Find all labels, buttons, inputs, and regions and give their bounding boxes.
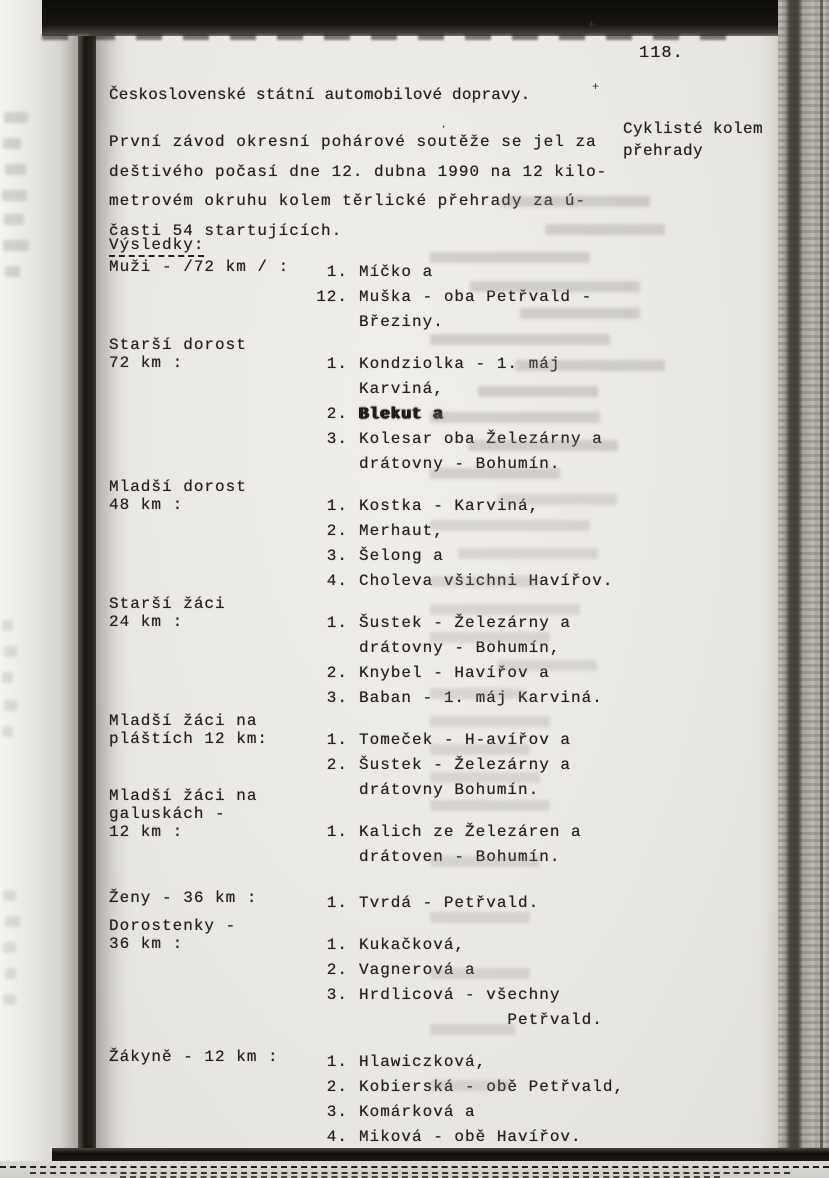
entry-list: [314, 728, 749, 803]
entry-list: [314, 260, 749, 335]
ghost-text-fragment: [545, 224, 665, 235]
entry-text: Březiny.: [359, 313, 444, 331]
ghost-text-fragment: [3, 240, 29, 251]
entry-line: [314, 958, 749, 983]
entry-number: 2.: [326, 664, 348, 682]
entry-text: Šustek - Železárny a: [359, 756, 572, 774]
entry-number: 1.: [326, 497, 348, 515]
entry-number: [314, 636, 348, 661]
ghost-text-fragment: [4, 646, 17, 657]
entry-number: 1.: [326, 355, 348, 373]
entry-list: [314, 891, 749, 916]
scan-streak: [30, 1172, 790, 1174]
entry-number: 3.: [326, 689, 348, 707]
category-label: [109, 712, 314, 787]
ghost-text-fragment: [430, 632, 550, 643]
entry-text: Baban - 1. máj Karviná.: [359, 689, 603, 707]
ghost-text-fragment: [2, 672, 13, 683]
entry-text: Karviná,: [359, 380, 444, 398]
category-label: [109, 787, 314, 841]
entry-list: [314, 1050, 749, 1150]
ghost-text-fragment: [430, 912, 530, 923]
entry-line: [314, 728, 749, 753]
entry-text: Tomeček - H-avířov a: [359, 731, 572, 749]
category-line: 48 km :: [109, 496, 184, 514]
category-line: Starší žáci: [109, 595, 226, 613]
entry-number: 1.: [326, 823, 348, 841]
results-block: [109, 236, 749, 1150]
category-line: Dorostenky -: [109, 917, 237, 935]
category-label: [109, 258, 314, 333]
results-section: [109, 1050, 749, 1150]
intro-line: metrovém okruhu kolem těrlické přehrady za ú-: [109, 192, 587, 210]
category-line: Žákyně - 12 km :: [109, 1048, 279, 1066]
entry-number: 2.: [326, 522, 348, 540]
entry-text: Knybel - Havířov a: [359, 664, 550, 682]
entry-text: Míčko a: [359, 263, 434, 281]
entry-number: 1.: [326, 936, 348, 954]
scan-top-band: [42, 0, 804, 36]
entry-number: 2.: [326, 756, 348, 774]
entry-text: Choleva všichni Havířov.: [359, 572, 614, 590]
ghost-text-fragment: [5, 164, 26, 175]
entry-number: [314, 310, 348, 335]
entry-text: Muška - oba Petřvald -: [359, 288, 593, 306]
entry-number: [314, 452, 348, 477]
ghost-text-fragment: [515, 360, 665, 371]
category-line: Muži - /72 km / :: [109, 258, 290, 276]
entry-number: 1.: [326, 263, 348, 281]
ghost-text-fragment: [430, 412, 600, 423]
ghost-text-fragment: [2, 726, 13, 737]
ghost-text-fragment: [478, 386, 598, 397]
entry-line: [314, 933, 749, 958]
scan-bottom-band: [52, 1148, 829, 1161]
entry-line: [314, 820, 749, 845]
ghost-text-fragment: [4, 700, 17, 711]
intro-line: deštivého počasí dne 12. dubna 1990 na 12 kilo-: [109, 162, 608, 181]
entry-line: [314, 891, 749, 916]
ghost-text-fragment: [430, 468, 560, 479]
ghost-text-fragment: [500, 196, 650, 207]
intro-paragraph: [109, 128, 607, 246]
ghost-text-fragment: [470, 281, 640, 292]
ghost-text-fragment: [430, 800, 550, 811]
ghost-text-fragment: [497, 494, 617, 505]
ghost-text-fragment: [430, 688, 525, 699]
entry-number: 2.: [326, 405, 348, 423]
ghost-text-fragment: [430, 576, 540, 587]
results-label: Výsledky:: [109, 236, 749, 254]
ghost-text-fragment: [2, 620, 13, 631]
ghost-text-fragment: [497, 660, 597, 671]
chronicle-page: [96, 0, 778, 1178]
entry-list: [314, 933, 749, 1033]
entry-text: Kostka - Karviná,: [359, 497, 540, 515]
entry-line: [314, 983, 749, 1008]
results-list: [109, 260, 749, 1150]
ghost-text-fragment: [430, 334, 610, 345]
results-section: [109, 917, 749, 1033]
scan-mark: ·: [440, 120, 448, 134]
category-line: pláštích 12 km:: [109, 730, 269, 748]
ghost-text-fragment: [3, 138, 21, 149]
category-label: [109, 889, 314, 914]
ghost-text-fragment: [4, 112, 28, 123]
ghost-text-fragment: [430, 968, 530, 979]
book-gutter-shadow: [78, 0, 98, 1178]
page-heading: Československé státní automobilové dopravy.: [109, 86, 531, 104]
results-section: [109, 478, 749, 594]
entry-number: 3.: [326, 430, 348, 448]
category-line: Mladší žáci na: [109, 787, 258, 805]
entry-text: drátovny Bohumín.: [359, 781, 540, 799]
entry-number: 2.: [326, 961, 348, 979]
entry-number: [314, 845, 348, 870]
entry-number: 3.: [326, 1103, 348, 1121]
scan-streak: [0, 1166, 829, 1168]
entry-number: 1.: [326, 1053, 348, 1071]
category-label: [109, 478, 314, 578]
ghost-text-fragment: [5, 916, 20, 927]
entry-text: drátoven - Bohumín.: [359, 848, 561, 866]
entry-number: 3.: [326, 547, 348, 565]
category-label: [109, 595, 314, 695]
entry-text: Hrdlicová - všechny: [359, 986, 561, 1004]
entry-number: 4.: [326, 1128, 348, 1146]
scan-mark: +: [588, 18, 596, 32]
entry-number: 3.: [326, 986, 348, 1004]
entry-number: 12.: [316, 288, 348, 306]
entry-text: Kondziolka - 1. máj: [359, 355, 561, 373]
ghost-text-fragment: [468, 440, 618, 451]
ghost-text-fragment: [5, 266, 20, 277]
entry-line: [314, 1100, 749, 1125]
ghost-text-fragment: [3, 890, 16, 901]
category-line: 12 km :: [109, 823, 184, 841]
category-line: galuskách -: [109, 805, 226, 823]
entry-text: drátovny - Bohumín,: [359, 639, 561, 657]
entry-number: [314, 778, 348, 803]
scan-top-band-fray: [42, 34, 742, 40]
intro-line: časti 54 startujících.: [109, 221, 343, 240]
entry-text: Tvrdá - Petřvald.: [359, 894, 540, 912]
entry-text: Miková - obě Havířov.: [359, 1128, 582, 1146]
entry-text: Blekut a: [359, 405, 444, 423]
ghost-text-fragment: [430, 1024, 515, 1035]
results-section: [109, 260, 749, 335]
entry-line: [314, 686, 749, 711]
category-label: [109, 336, 314, 461]
ghost-text-fragment: [430, 520, 590, 531]
category-line: 72 km :: [109, 354, 184, 372]
ghost-text-fragment: [430, 604, 580, 615]
ghost-text-fragment: [430, 856, 540, 867]
ghost-text-fragment: [2, 190, 27, 201]
category-line: 24 km :: [109, 613, 184, 631]
entry-text: Merhaut,: [359, 522, 444, 540]
scan-mark: +: [592, 80, 600, 94]
entry-text: Komárková a: [359, 1103, 476, 1121]
entry-text: Šelong a: [359, 547, 444, 565]
ghost-text-fragment: [430, 744, 530, 755]
results-section: [109, 891, 749, 916]
page-number: 118.: [639, 44, 684, 63]
margin-note-line: přehrady: [623, 142, 704, 160]
entry-text: Petřvald.: [359, 1011, 603, 1029]
ghost-text-fragment: [458, 548, 598, 559]
entry-number: 2.: [326, 1078, 348, 1096]
category-line: Mladší dorost: [109, 478, 247, 496]
ghost-text-fragment: [520, 308, 640, 319]
entry-number: 1.: [326, 614, 348, 632]
ghost-text-fragment: [430, 716, 550, 727]
entry-text: Vagnerová a: [359, 961, 476, 979]
entry-line: [314, 1125, 749, 1150]
entry-line: [314, 1075, 749, 1100]
entry-number: [314, 1008, 348, 1033]
category-label: [109, 917, 314, 1017]
category-line: Mladší žáci na: [109, 712, 258, 730]
ghost-text-fragment: [5, 968, 16, 979]
entry-text: drátovny - Bohumín.: [359, 455, 561, 473]
entry-number: 1.: [326, 894, 348, 912]
right-edge-line: [820, 0, 823, 1178]
entry-number: 1.: [326, 731, 348, 749]
margin-note: [623, 118, 763, 162]
results-section: [109, 595, 749, 711]
entry-text: Kobierská - obě Petřvald,: [359, 1078, 625, 1096]
category-line: 36 km :: [109, 935, 184, 953]
ghost-text-fragment: [430, 252, 590, 263]
ghost-text-fragment: [3, 994, 16, 1005]
margin-note-line: Cyklisté kolem: [623, 120, 764, 138]
entry-line: [314, 1050, 749, 1075]
category-label: [109, 1048, 314, 1148]
ghost-text-fragment: [430, 772, 540, 783]
entry-number: 4.: [326, 572, 348, 590]
entry-line: [314, 1008, 749, 1033]
entry-number: [314, 377, 348, 402]
entry-text: Hlawiczková,: [359, 1053, 487, 1071]
entry-text: Kalich ze Železáren a: [359, 823, 582, 841]
ghost-text-fragment: [3, 942, 16, 953]
entry-text: Kukačková,: [359, 936, 466, 954]
intro-line: První závod okresní pohárové soutěže se jel za: [109, 133, 597, 151]
category-line: Starší dorost: [109, 336, 247, 354]
ghost-text-fragment: [430, 1080, 510, 1091]
entry-text: Kolesar oba Železárny a: [359, 430, 603, 448]
category-line: Ženy - 36 km :: [109, 889, 258, 907]
entry-text: Šustek - Železárny a: [359, 614, 572, 632]
ghost-text-fragment: [4, 214, 24, 225]
